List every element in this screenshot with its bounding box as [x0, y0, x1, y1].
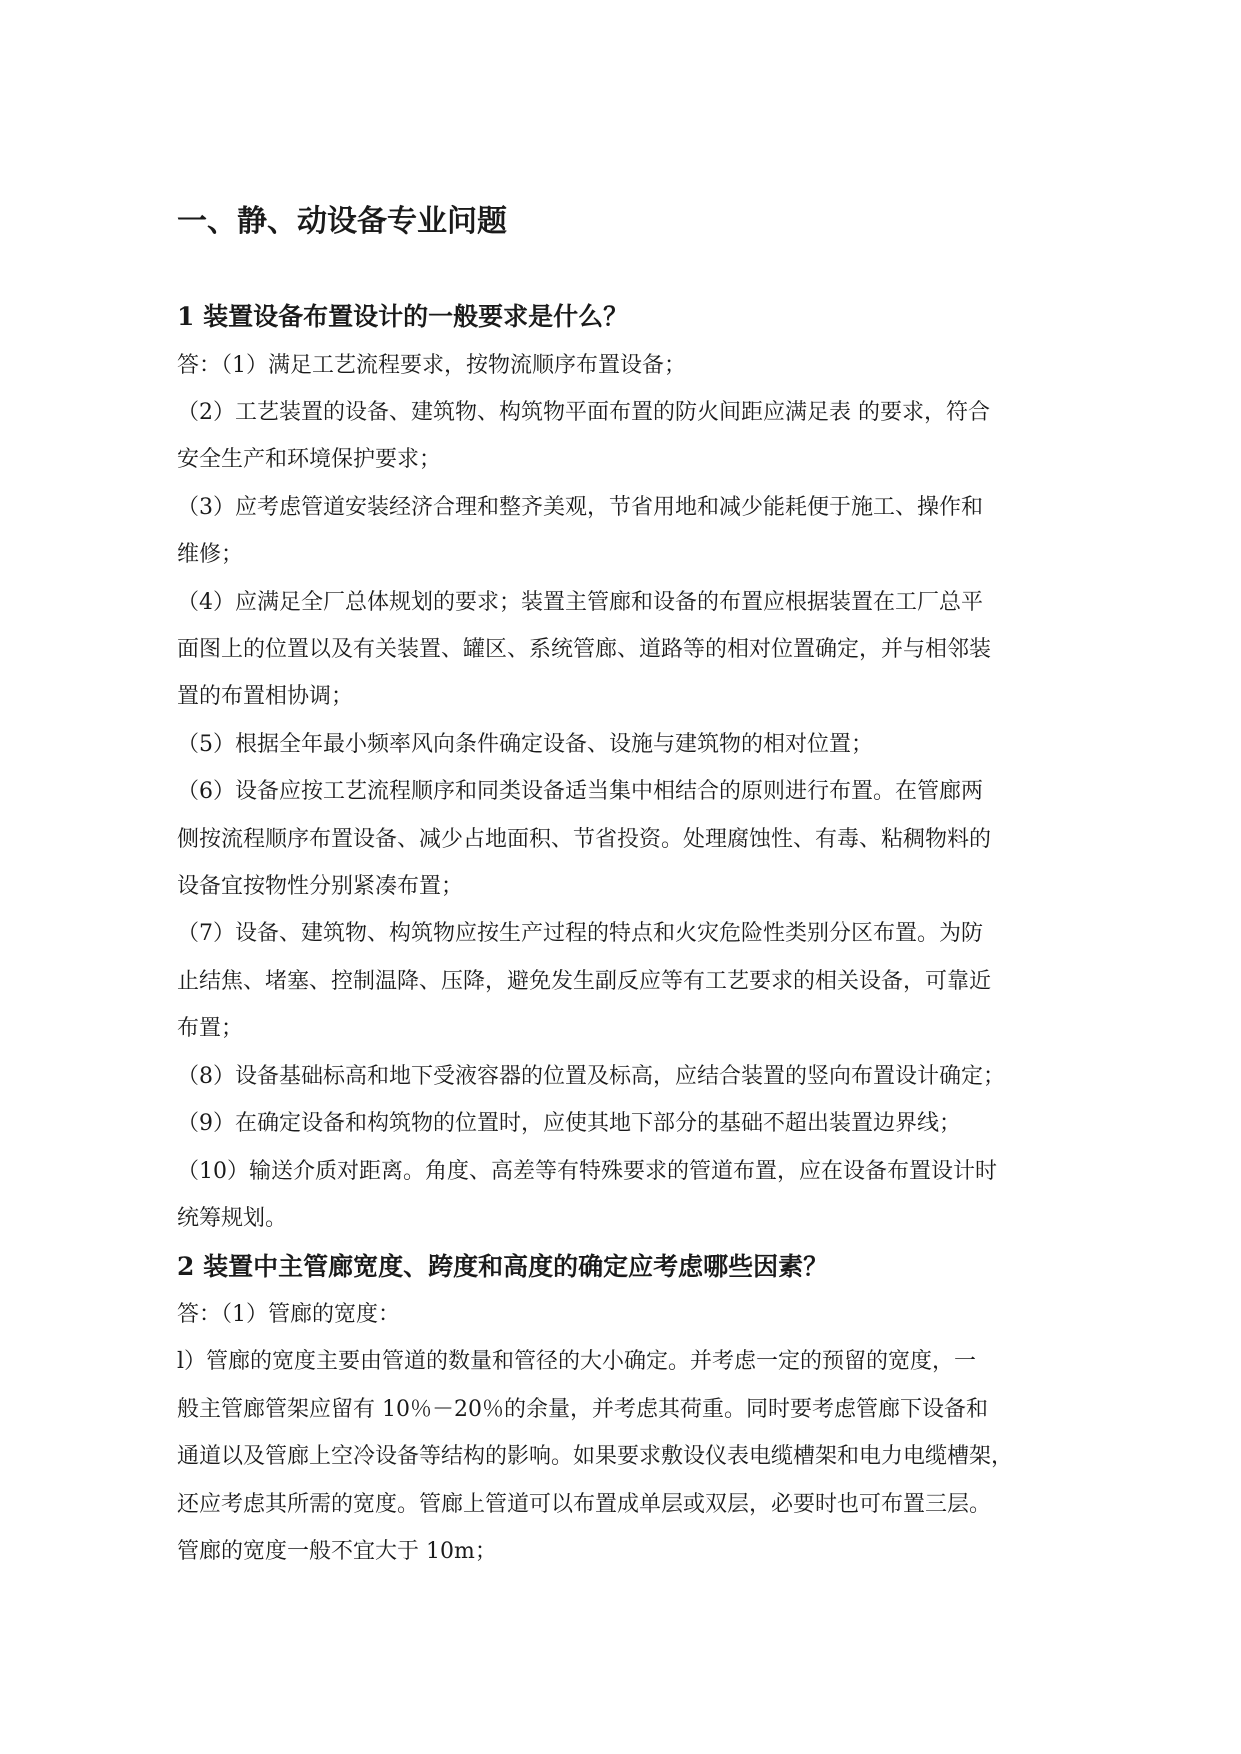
paragraph-line: 面图上的位置以及有关装置、罐区、系统管廊、道路等的相对位置确定，并与相邻装 [177, 637, 992, 662]
paragraph-line: 设备宜按物性分别紧凑布置； [177, 874, 464, 899]
paragraph-line: 侧按流程顺序布置设备、减少占地面积、节省投资。处理腐蚀性、有毒、粘稠物料的 [177, 827, 992, 852]
paragraph-line: 维修； [177, 542, 244, 567]
paragraph-line: （5）根据全年最小频率风向条件确定设备、设施与建筑物的相对位置； [177, 732, 873, 757]
paragraph-line: （4）应满足全厂总体规划的要求；装置主管廊和设备的布置应根据装置在工厂总平 [177, 590, 983, 615]
paragraph-line: 置的布置相协调； [177, 684, 354, 709]
paragraph-line: （10）输送介质对距离。角度、高差等有特殊要求的管道布置，应在设备布置设计时 [177, 1159, 997, 1184]
paragraph-line: l）管廊的宽度主要由管道的数量和管径的大小确定。并考虑一定的预留的宽度，一 [177, 1349, 977, 1374]
paragraph-line: （8）设备基础标高和地下受液容器的位置及标高，应结合装置的竖向布置设计确定； [177, 1064, 1005, 1089]
paragraph-line: 还应考虑其所需的宽度。管廊上管道可以布置成单层或双层，必要时也可布置三层。 [177, 1492, 992, 1517]
paragraph-line: （2）工艺装置的设备、建筑物、构筑物平面布置的防火间距应满足表 的要求，符合 [177, 400, 990, 425]
paragraph-line: 管廊的宽度一般不宜大于 10m； [177, 1539, 497, 1564]
paragraph-line: （9）在确定设备和构筑物的位置时，应使其地下部分的基础不超出装置边界线； [177, 1111, 961, 1136]
paragraph-line: 布置； [177, 1016, 244, 1041]
paragraph-line: 通道以及管廊上空冷设备等结构的影响。如果要求敷设仪表电缆槽架和电力电缆槽架， [177, 1444, 1014, 1469]
paragraph-line: 统筹规划。 [177, 1206, 288, 1231]
paragraph-line: 答：（1）满足工艺流程要求，按物流顺序布置设备； [177, 353, 686, 378]
question-2-heading: 2 装置中主管廊宽度、跨度和高度的确定应考虑哪些因素？ [177, 1252, 829, 1281]
paragraph-line: 安全生产和环境保护要求； [177, 447, 442, 472]
paragraph-line: 止结焦、堵塞、控制温降、压降，避免发生副反应等有工艺要求的相关设备，可靠近 [177, 969, 992, 994]
paragraph-line: （7）设备、建筑物、构筑物应按生产过程的特点和火灾危险性类别分区布置。为防 [177, 921, 983, 946]
paragraph-line: 般主管廊管架应留有 10％－20％的余量，并考虑其荷重。同时要考虑管廊下设备和 [177, 1397, 988, 1422]
paragraph-line: （3）应考虑管道安装经济合理和整齐美观，节省用地和减少能耗便于施工、操作和 [177, 495, 983, 520]
question-1-heading: 1 装置设备布置设计的一般要求是什么？ [177, 302, 629, 331]
page-title: 一、静、动设备专业问题 [177, 204, 507, 239]
paragraph-line: 答：（1）管廊的宽度： [177, 1302, 400, 1327]
paragraph-line: （6）设备应按工艺流程顺序和同类设备适当集中相结合的原则进行布置。在管廊两 [177, 779, 983, 804]
